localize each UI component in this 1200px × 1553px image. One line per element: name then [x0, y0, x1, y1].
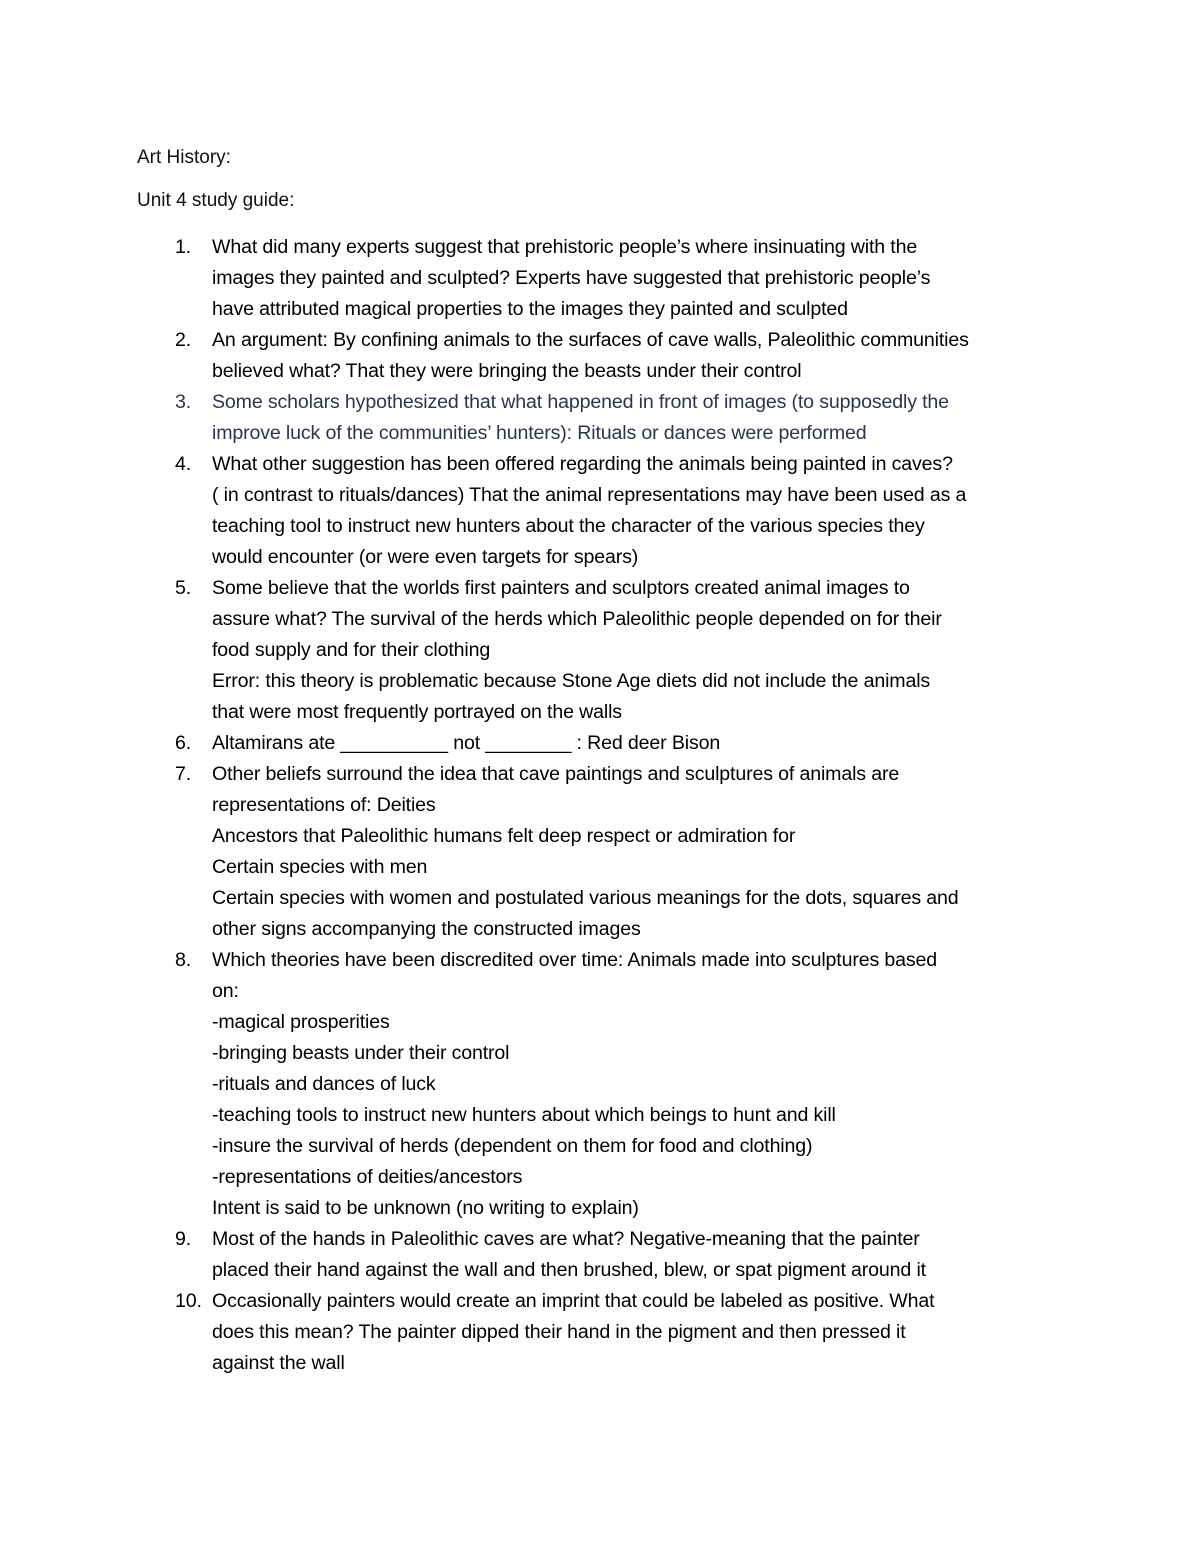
list-item	[137, 759, 1137, 945]
item-line: improve luck of the communities’ hunters): Rituals or dances were performed	[212, 422, 867, 444]
list-item	[137, 387, 1137, 449]
item-number: 10.	[175, 1290, 202, 1312]
item-line: Other beliefs surround the idea that cave paintings and sculptures of animals are	[212, 763, 900, 785]
item-line: What did many experts suggest that prehistoric people’s where insinuating with the	[212, 236, 918, 258]
item-line: Error: this theory is problematic because Stone Age diets did not include the animals	[212, 670, 931, 692]
item-line: ( in contrast to rituals/dances) That the animal representations may have been used as a	[212, 484, 967, 506]
item-number: 4.	[175, 453, 192, 475]
item-line: -representations of deities/ancestors	[212, 1166, 523, 1188]
document-title: Art History:	[137, 147, 231, 168]
item-line: on:	[212, 980, 239, 1002]
list-item	[137, 945, 1137, 1224]
item-line: does this mean? The painter dipped their hand in the pigment and then pressed it	[212, 1321, 906, 1343]
item-line: against the wall	[212, 1352, 345, 1374]
item-line: Most of the hands in Paleolithic caves are what? Negative-meaning that the painter	[212, 1228, 920, 1250]
item-line: have attributed magical properties to the images they painted and sculpted	[212, 298, 848, 320]
item-line: Some believe that the worlds first painters and sculptors created animal images to	[212, 577, 910, 599]
item-line: An argument: By confining animals to the surfaces of cave walls, Paleolithic communities	[212, 329, 969, 351]
item-line: Altamirans ate __________ not ________ : Red deer Bison	[212, 732, 721, 754]
list-item	[137, 449, 1137, 573]
item-line: Some scholars hypothesized that what happened in front of images (to supposedly the	[212, 391, 949, 413]
item-line: other signs accompanying the constructed images	[212, 918, 641, 940]
study-guide-list	[137, 232, 1137, 1379]
item-line: -teaching tools to instruct new hunters about which beings to hunt and kill	[212, 1104, 836, 1126]
item-line: would encounter (or were even targets for spears)	[212, 546, 639, 568]
list-item	[137, 573, 1137, 728]
item-line: assure what? The survival of the herds which Paleolithic people depended on for their	[212, 608, 942, 630]
item-number: 7.	[175, 763, 192, 785]
list-item	[137, 1286, 1137, 1379]
item-line: Intent is said to be unknown (no writing to explain)	[212, 1197, 639, 1219]
item-line: food supply and for their clothing	[212, 639, 491, 661]
item-line: -magical prosperities	[212, 1011, 390, 1033]
item-line: Certain species with men	[212, 856, 428, 878]
item-line: teaching tool to instruct new hunters about the character of the various species they	[212, 515, 925, 537]
document-subtitle: Unit 4 study guide:	[137, 190, 295, 211]
item-line: -rituals and dances of luck	[212, 1073, 436, 1095]
item-number: 1.	[175, 236, 192, 258]
item-number: 5.	[175, 577, 192, 599]
item-line: Which theories have been discredited over time: Animals made into sculptures based	[212, 949, 938, 971]
list-item	[137, 232, 1137, 325]
list-item	[137, 728, 1137, 759]
item-line: believed what? That they were bringing the beasts under their control	[212, 360, 802, 382]
item-line: What other suggestion has been offered regarding the animals being painted in caves?	[212, 453, 953, 475]
item-line: Occasionally painters would create an imprint that could be labeled as positive. What	[212, 1290, 935, 1312]
item-number: 8.	[175, 949, 192, 971]
item-line: Certain species with women and postulated various meanings for the dots, squares and	[212, 887, 959, 909]
item-line: -insure the survival of herds (dependent on them for food and clothing)	[212, 1135, 813, 1157]
item-line: representations of: Deities	[212, 794, 436, 816]
item-number: 9.	[175, 1228, 192, 1250]
item-number: 2.	[175, 329, 192, 351]
item-line: that were most frequently portrayed on the walls	[212, 701, 622, 723]
item-line: images they painted and sculpted? Experts have suggested that prehistoric people’s	[212, 267, 931, 289]
item-line: placed their hand against the wall and then brushed, blew, or spat pigment around it	[212, 1259, 926, 1281]
item-line: Ancestors that Paleolithic humans felt deep respect or admiration for	[212, 825, 796, 847]
list-item	[137, 1224, 1137, 1286]
item-number: 6.	[175, 732, 192, 754]
list-item	[137, 325, 1137, 387]
item-line: -bringing beasts under their control	[212, 1042, 510, 1064]
item-number: 3.	[175, 391, 192, 413]
